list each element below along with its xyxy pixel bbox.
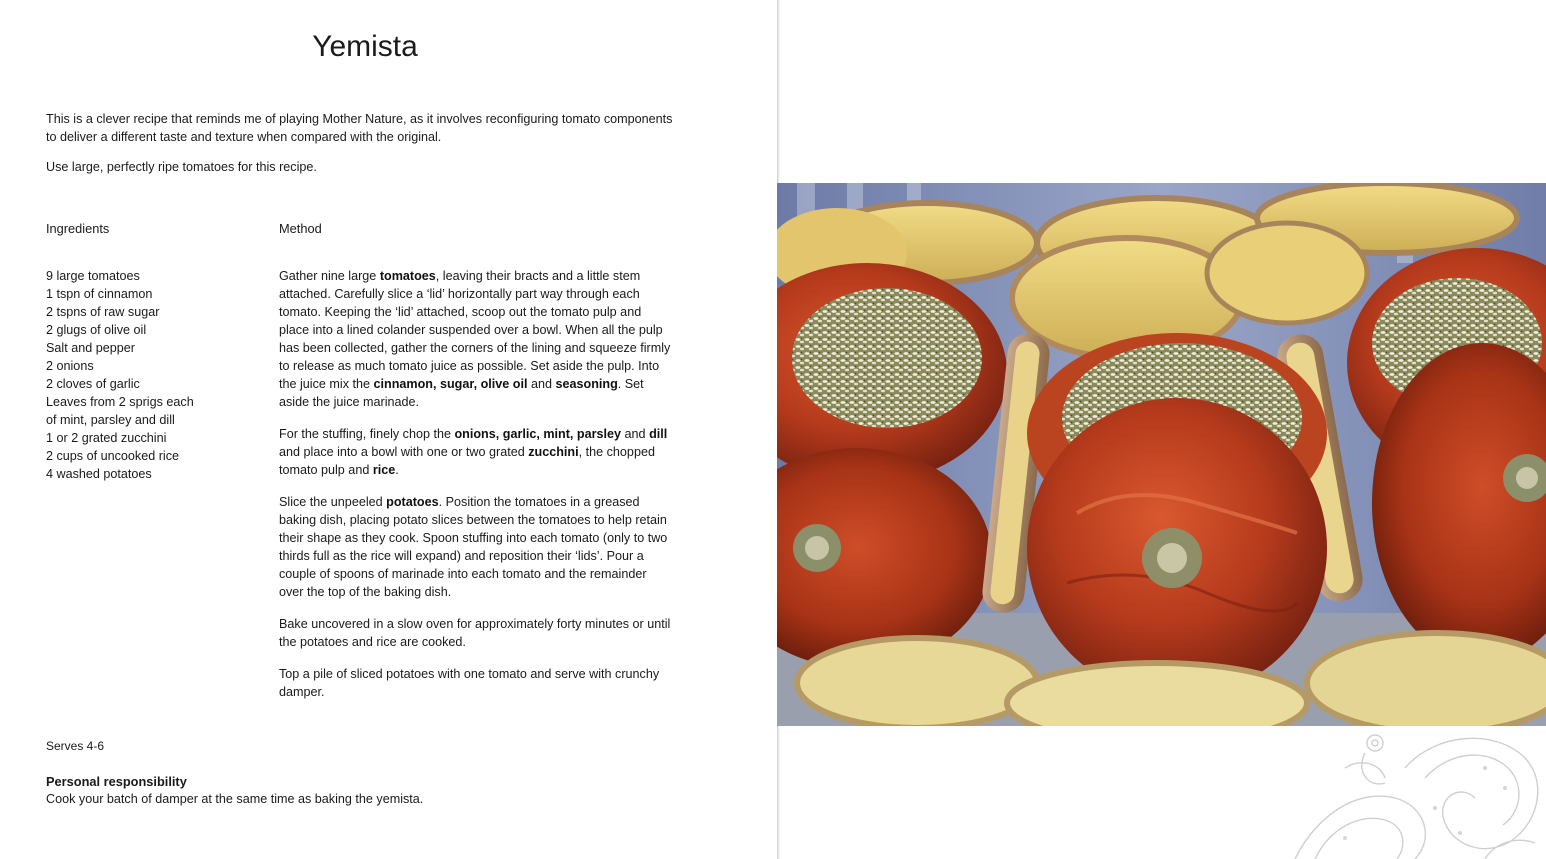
method-step: [279, 425, 674, 479]
responsibility-title: Personal responsibility: [46, 774, 187, 789]
method-step: [279, 615, 674, 651]
ingredient-item: Leaves from 2 sprigs each: [46, 395, 194, 409]
method-step: [279, 267, 674, 411]
ingredient-item: 2 tspns of raw sugar: [46, 305, 160, 319]
ingredient-item: 2 cups of uncooked rice: [46, 449, 180, 463]
method-text: , leaving their bracts and a little stem attached. Carefully slice a ‘lid’ horizontally part way through each tomato. Keeping the ‘lid’ attached, scoop out the tomato pulp and place into a lined colander suspended over a bowl. When all the pulp has been collected, gather the corners of the lining and squeeze firmly to release as much tomato juice as possible. Set aside the pulp. Into the juice mix the: [279, 269, 671, 391]
method-text: and: [621, 427, 650, 441]
method-text: .: [395, 463, 399, 477]
ingredient-item: 4 washed potatoes: [46, 467, 152, 481]
ingredients-heading: Ingredients: [46, 221, 110, 236]
method-text: Bake uncovered in a slow oven for approximately forty minutes or until the potatoes and rice are cooked.: [279, 617, 671, 649]
intro-text: [46, 110, 686, 188]
ingredient-item: 2 glugs of olive oil: [46, 323, 147, 337]
ingredient-item: 1 tspn of cinnamon: [46, 287, 153, 301]
paisley-ornament-icon: [1285, 728, 1546, 859]
method-text: For the stuffing, finely chop the: [279, 427, 455, 441]
ingredient-item: 2 cloves of garlic: [46, 377, 140, 391]
bold-ingredient: tomatoes: [379, 269, 436, 283]
page-title: Yemista: [312, 30, 418, 63]
method-text: Top a pile of sliced potatoes with one tomato and serve with crunchy damper.: [279, 667, 660, 699]
method-step: [279, 665, 674, 701]
ingredient-item: 9 large tomatoes: [46, 269, 140, 283]
ingredient-item: Salt and pepper: [46, 341, 135, 355]
intro-paragraph: This is a clever recipe that reminds me of playing Mother Nature, as it involves reconfiguring tomato components to deliver a different taste and texture when compared with the original.: [46, 112, 673, 144]
bold-ingredient: rice: [372, 463, 396, 477]
intro-paragraph: Use large, perfectly ripe tomatoes for this recipe.: [46, 160, 317, 174]
method-steps: [279, 267, 674, 715]
method-text: Slice the unpeeled: [279, 495, 387, 509]
bold-ingredient: zucchini: [528, 445, 579, 459]
bold-ingredient: cinnamon, sugar, olive oil: [373, 377, 528, 391]
ingredient-item: 1 or 2 grated zucchini: [46, 431, 167, 445]
method-step: [279, 493, 674, 601]
method-text: . Set aside the juice marinade.: [279, 377, 644, 409]
bold-ingredient: dill: [649, 427, 668, 441]
method-text: and place into a bowl with one or two grated: [279, 445, 529, 459]
bold-ingredient: seasoning: [555, 377, 618, 391]
serves-note: Serves 4-6: [46, 739, 105, 753]
method-text: . Position the tomatoes in a greased baking dish, placing potato slices between the tomatoes to help retain their shape as they cook. Spoon stuffing into each tomato (only to two thirds full as the rice will expand) and reposition their ‘lids’. Pour a couple of spoons of marinade into each tomato and the remainder over the top of the baking dish.: [279, 495, 668, 599]
stuffed-tomatoes-photo: [777, 183, 1546, 726]
method-text: , the chopped tomato pulp and: [279, 445, 655, 477]
ingredient-item: 2 onions: [46, 359, 94, 373]
bold-ingredient: onions, garlic, mint, parsley: [454, 427, 622, 441]
ingredients-list: [46, 267, 246, 483]
method-text: and: [527, 377, 556, 391]
bold-ingredient: potatoes: [386, 495, 439, 509]
method-heading: Method: [279, 221, 322, 236]
method-text: Gather nine large: [279, 269, 380, 283]
responsibility-text: Cook your batch of damper at the same time as baking the yemista.: [46, 792, 424, 806]
ingredient-item: of mint, parsley and dill: [46, 413, 175, 427]
